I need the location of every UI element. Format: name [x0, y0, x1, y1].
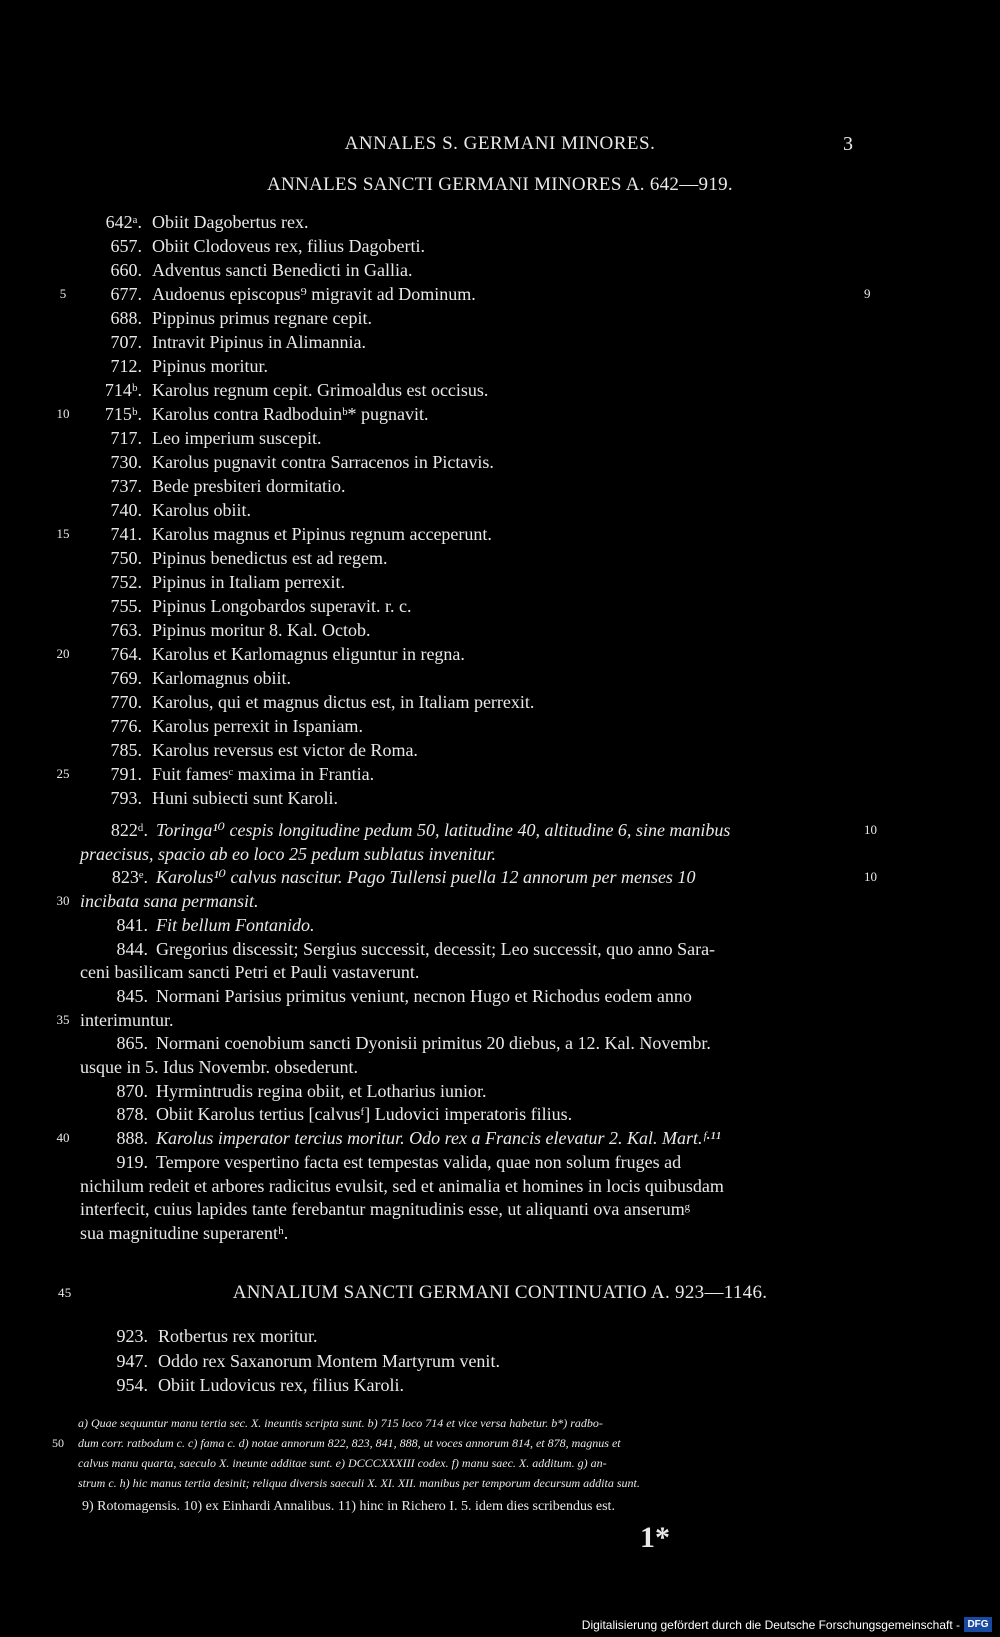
annal-text: Obiit Clodoveus rex, filius Dagoberti.	[152, 236, 425, 256]
running-head: ANNALES S. GERMANI MINORES.	[344, 133, 656, 154]
year-label: 657.	[110, 236, 142, 256]
annal-line	[0, 426, 1000, 450]
year-label: 764.	[110, 644, 142, 664]
critical-note	[78, 1453, 868, 1473]
annal-line	[0, 378, 1000, 402]
line-number: 35	[56, 1011, 70, 1027]
year-label: 791.	[110, 764, 142, 784]
page-number: 3	[843, 133, 853, 155]
line-number: 45	[58, 1285, 72, 1300]
annal-text: nichilum redeit et arbores radicitus evulsit, sed et animalia et homines in locis quibusdam	[80, 1175, 724, 1196]
annal-text: Karolus, qui et magnus dictus est, in Italiam perrexit.	[152, 692, 535, 712]
annal-line	[0, 666, 1000, 690]
annal-line	[0, 690, 1000, 714]
annal-line	[0, 642, 1000, 666]
annal-line	[0, 354, 1000, 378]
annal-text: interimuntur.	[80, 1009, 174, 1030]
annal-line	[0, 498, 1000, 522]
annal-line	[0, 258, 1000, 282]
year-label: 770.	[110, 692, 142, 712]
year-label: 823ᵉ.	[111, 867, 148, 888]
annal-line	[0, 738, 1000, 762]
year-label: 752.	[110, 572, 142, 592]
annal-text: Karolus contra Radboduinᵇ* pugnavit.	[152, 404, 429, 424]
annal-line	[0, 714, 1000, 738]
annal-text: praecisus, spacio ab eo loco 25 pedum sublatus invenitur.	[80, 843, 496, 864]
annal-line	[0, 1174, 1000, 1198]
year-label: 755.	[110, 596, 142, 616]
annal-text: Karolus regnum cepit. Grimoaldus est occisus.	[152, 380, 489, 400]
year-label: 870.	[116, 1080, 148, 1101]
annal-text: Audoenus episcopus⁹ migravit ad Dominum.	[152, 284, 476, 304]
critical-note-text: dum corr. ratbodum c. c) fama c. d) notae annorum 822, 823, 841, 888, ut voces annorum 814, et 878, magnus et	[78, 1436, 621, 1450]
annal-text: Obiit Karolus tertius [calvusᶠ] Ludovici imperatoris filius.	[156, 1104, 573, 1125]
year-label: 785.	[110, 740, 142, 760]
section-title-2	[0, 1282, 1000, 1304]
year-label: 688.	[110, 308, 142, 328]
annal-text: Oddo rex Saxanorum Montem Martyrum venit.	[158, 1350, 500, 1371]
year-label: 730.	[110, 452, 142, 472]
year-label: 822ᵈ.	[110, 820, 148, 840]
year-label: 888.	[116, 1128, 148, 1149]
critical-note-text: strum c. h) hic manus tertia desinit; reliqua diversis saeculi X. XI. XII. manibus per temporum decursum addita sunt.	[78, 1476, 640, 1490]
year-label: 740.	[110, 500, 142, 520]
year-label: 660.	[110, 260, 142, 280]
annal-text: Karolus¹⁰ calvus nascitur. Pago Tullensi puella 12 annorum per menses 10	[156, 867, 696, 888]
critical-note-text: calvus manu quarta, saeculo X. ineunte additae sunt. e) DCCCXXXIII codex. f) manu saec. X. additum. g) an-	[78, 1456, 607, 1470]
annal-text: Rotbertus rex moritur.	[158, 1326, 318, 1346]
annal-text: interfecit, cuius lapides tante ferebantur magnitudinis esse, ut aliquanti ova anserumᵍ	[80, 1199, 691, 1220]
line-number: 30	[56, 893, 70, 909]
year-label: 845.	[116, 985, 148, 1006]
section-title-2-text: ANNALIUM SANCTI GERMANI CONTINUATIO A. 923—1146.	[232, 1282, 768, 1303]
annal-line	[0, 960, 1000, 984]
annal-text: Normani coenobium sancti Dyonisii primitus 20 diebus, a 12. Kal. Novembr.	[156, 1033, 711, 1054]
margin-note: 10	[864, 822, 877, 837]
annal-line	[0, 618, 1000, 642]
annal-text: Karolus pugnavit contra Sarracenos in Pictavis.	[152, 452, 494, 472]
annal-line	[0, 1055, 1000, 1079]
annal-text: Fuit famesᶜ maxima in Frantia.	[152, 764, 375, 784]
year-label: 878.	[116, 1104, 148, 1125]
year-label: 776.	[110, 716, 142, 736]
year-label: 844.	[116, 938, 148, 959]
annal-line	[0, 570, 1000, 594]
annal-text: sua magnitudine superarentʰ.	[80, 1222, 289, 1243]
annal-text: Huni subiecti sunt Karoli.	[152, 788, 338, 808]
annal-line	[0, 1079, 1000, 1103]
year-label: 715ᵇ.	[104, 404, 142, 424]
critical-note	[52, 1433, 868, 1453]
line-number: 40	[56, 1130, 70, 1146]
signature-mark: 1*	[640, 1521, 670, 1554]
annal-text: Karolus imperator tercius moritur. Odo rex a Francis elevatur 2. Kal. Mart.ᶠ·¹¹	[156, 1128, 721, 1149]
annal-line	[0, 937, 1000, 961]
annal-line	[0, 1008, 1000, 1032]
annal-text: Pipinus in Italiam perrexit.	[152, 572, 345, 592]
annal-line	[0, 474, 1000, 498]
section-title-1: ANNALES SANCTI GERMANI MINORES A. 642—919.	[267, 174, 733, 195]
annal-line	[0, 1349, 1000, 1373]
year-label: 677.	[110, 284, 142, 304]
line-number: 50	[52, 1436, 64, 1450]
annal-line	[0, 450, 1000, 474]
critical-note	[78, 1473, 868, 1493]
annal-line	[0, 1150, 1000, 1174]
line-number: 5	[59, 286, 67, 301]
critical-note	[78, 1413, 868, 1433]
annal-text: Adventus sancti Benedicti in Gallia.	[152, 260, 413, 280]
year-label: 919.	[116, 1151, 148, 1172]
annal-text: Normani Parisius primitus veniunt, necnon Hugo et Richodus eodem anno	[156, 985, 692, 1006]
annal-line	[0, 984, 1000, 1008]
annal-text: Karolus magnus et Pipinus regnum acceperunt.	[152, 524, 492, 544]
margin-note: 10	[864, 869, 877, 885]
year-label: 741.	[110, 524, 142, 544]
annal-text: Pipinus moritur 8. Kal. Octob.	[152, 620, 371, 640]
annal-line	[0, 402, 1000, 426]
annal-text: Pipinus moritur.	[152, 356, 269, 376]
annal-line	[0, 282, 1000, 306]
annal-line	[0, 330, 1000, 354]
annal-line	[0, 1373, 1000, 1397]
annal-line	[0, 594, 1000, 618]
year-label: 947.	[116, 1350, 148, 1371]
year-label: 750.	[110, 548, 142, 568]
line-number: 25	[56, 766, 70, 781]
annal-text: Pipinus Longobardos superavit. r. c.	[152, 596, 412, 616]
annal-text: Pippinus primus regnare cepit.	[152, 308, 372, 328]
margin-note: 9	[864, 286, 871, 301]
year-label: 714ᵇ.	[104, 380, 142, 400]
line-number: 15	[56, 526, 70, 541]
annal-text: ceni basilicam sancti Petri et Pauli vastaverunt.	[80, 962, 420, 983]
annal-text: Obiit Dagobertus rex.	[152, 212, 309, 232]
year-label: 923.	[116, 1326, 148, 1346]
year-label: 865.	[116, 1033, 148, 1054]
dfg-banner[interactable]	[0, 1614, 1000, 1637]
annal-text: Leo imperium suscepit.	[152, 428, 322, 448]
annal-line	[0, 786, 1000, 810]
critical-apparatus	[52, 1413, 868, 1493]
annal-line	[0, 1197, 1000, 1221]
annal-text: Karlomagnus obiit.	[152, 668, 291, 688]
annal-text: Pipinus benedictus est ad regem.	[152, 548, 388, 568]
critical-note-text: a) Quae sequuntur manu tertia sec. X. ineuntis scripta sunt. b) 715 loco 714 et vice versa habetur. b*) radbo-	[78, 1416, 603, 1430]
annal-text: Gregorius discessit; Sergius successit, decessit; Leo successit, quo anno Sara-	[156, 938, 716, 959]
annal-line	[0, 546, 1000, 570]
annal-text: Fit bellum Fontanido.	[156, 914, 315, 935]
year-label: 737.	[110, 476, 142, 496]
year-label: 642ᵃ.	[105, 212, 142, 232]
annal-text: Karolus reversus est victor de Roma.	[152, 740, 418, 760]
annal-text: Tempore vespertino facta est tempestas valida, quae non solum fruges ad	[156, 1151, 682, 1172]
annal-text: Toringa¹⁰ cespis longitudine pedum 50, latitudine 40, altitudine 6, sine manibus	[156, 820, 731, 840]
annal-line	[0, 889, 1000, 913]
line-number: 20	[56, 646, 70, 661]
annal-text: Karolus perrexit in Ispaniam.	[152, 716, 363, 736]
year-label: 954.	[116, 1375, 148, 1395]
annal-text: Intravit Pipinus in Alimannia.	[152, 332, 366, 352]
annal-line	[0, 1102, 1000, 1126]
dfg-banner-text: Digitalisierung gefördert durch die Deutsche Forschungsgemeinschaft -	[581, 1618, 960, 1632]
annal-text: Hyrmintrudis regina obiit, et Lotharius iunior.	[156, 1080, 487, 1101]
year-label: 793.	[110, 788, 142, 808]
annal-line	[0, 762, 1000, 786]
annal-line	[0, 1324, 1000, 1348]
annal-line	[0, 306, 1000, 330]
annal-text: Karolus obiit.	[152, 500, 251, 520]
year-label: 841.	[116, 914, 148, 935]
annal-line	[0, 1031, 1000, 1055]
annal-text: Bede presbiteri dormitatio.	[152, 476, 346, 496]
annal-line	[0, 234, 1000, 258]
annal-text: usque in 5. Idus Novembr. obsederunt.	[80, 1057, 358, 1077]
annal-line	[0, 818, 1000, 842]
annal-line	[0, 1126, 1000, 1150]
annal-text: incibata sana permansit.	[80, 891, 259, 912]
year-label: 707.	[110, 332, 142, 352]
annal-line	[0, 1221, 1000, 1245]
dfg-logo-icon: DFG	[964, 1617, 992, 1632]
annal-line	[0, 865, 1000, 889]
year-label: 712.	[110, 356, 142, 376]
year-label: 717.	[110, 428, 142, 448]
year-label: 769.	[110, 668, 142, 688]
annal-line	[0, 913, 1000, 937]
annal-line	[0, 522, 1000, 546]
year-label: 763.	[110, 620, 142, 640]
line-number: 10	[56, 406, 70, 421]
annal-text: Obiit Ludovicus rex, filius Karoli.	[158, 1375, 404, 1395]
annal-line	[0, 842, 1000, 866]
annal-line	[0, 210, 1000, 234]
annal-text: Karolus et Karlomagnus eliguntur in regna.	[152, 644, 465, 664]
footnotes: 9) Rotomagensis. 10) ex Einhardi Annalibus. 11) hinc in Richero I. 5. idem dies scribendus est.	[82, 1499, 615, 1514]
